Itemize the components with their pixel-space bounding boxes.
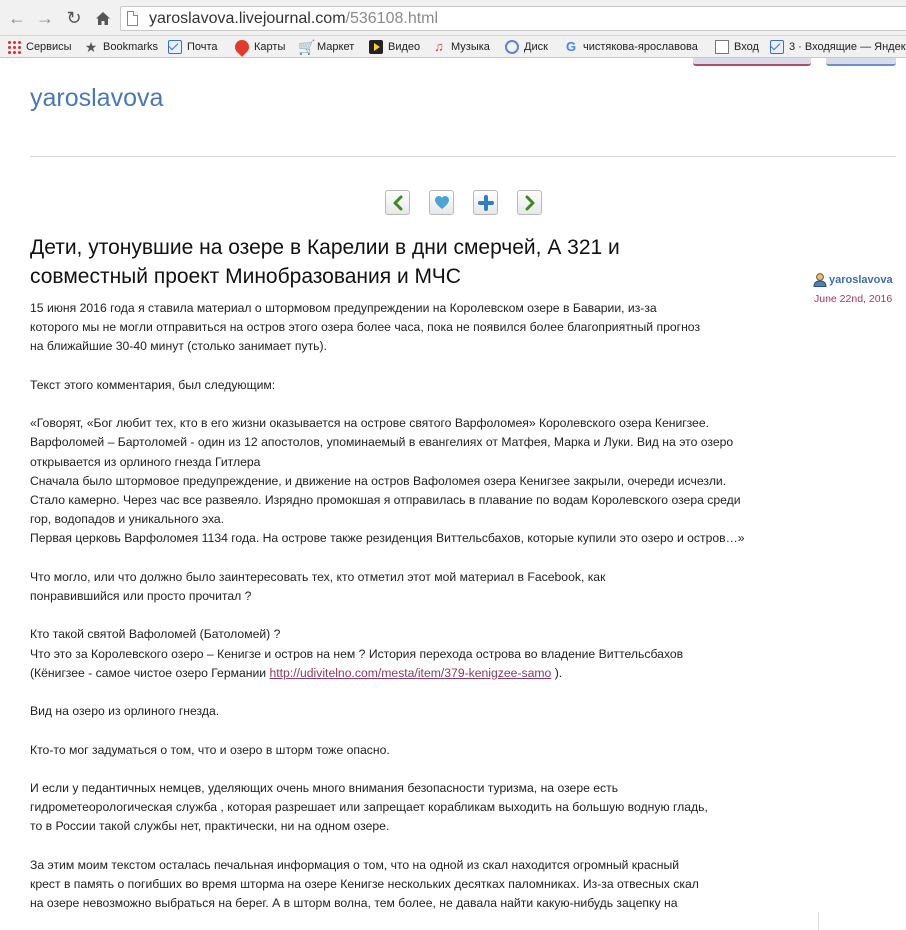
page-icon — [127, 11, 138, 26]
back-button[interactable] — [6, 7, 28, 29]
body-line: открывается из орлиного гнезда Гитлера — [30, 454, 261, 469]
bookmark-bookmarks[interactable]: ★ Bookmarks — [84, 39, 159, 55]
bookmark-market[interactable]: 🛒 Маркет — [298, 39, 355, 55]
body-line — [30, 606, 806, 625]
bookmark-login[interactable]: Вход — [715, 38, 759, 56]
chevron-right-icon — [523, 195, 537, 211]
bookmark-services[interactable]: Сервисы — [7, 38, 72, 56]
body-line: Что могло, или что должно было заинтересовать тех, кто отметил этот мой материал в Facebook, как — [30, 569, 606, 584]
map-pin-icon — [232, 37, 252, 57]
author-name[interactable]: yaroslavova — [829, 273, 893, 286]
disk-icon — [505, 40, 519, 54]
plus-icon — [478, 195, 494, 211]
body-line — [30, 721, 806, 740]
chevron-left-icon — [391, 195, 405, 211]
reload-button[interactable] — [63, 7, 85, 29]
add-friend-button[interactable] — [473, 190, 498, 215]
bookmarks-bar — [0, 36, 906, 58]
star-icon: ★ — [84, 39, 98, 55]
header-decoration — [826, 58, 896, 66]
body-line — [30, 549, 806, 568]
bookmark-music[interactable]: ♫ Музыка — [432, 38, 490, 56]
body-line — [30, 395, 806, 414]
forward-button[interactable] — [34, 7, 56, 29]
home-icon — [95, 11, 111, 26]
video-icon — [369, 40, 383, 54]
body-line — [30, 837, 806, 856]
body-line: Первая церковь Варфоломея 1134 года. На острове также резиденция Виттельсбахов, которые купили это озеро и остров…» — [30, 531, 745, 546]
body-line: Варфоломей – Бартоломей - один из 12 апостолов, упоминаемый в евангелиях от Матфея, Марка и Луки. Вид на это озеро — [30, 435, 734, 450]
bookmark-mail[interactable]: Почта — [168, 38, 218, 56]
bookmark-maps[interactable]: Карты — [233, 38, 285, 56]
user-icon — [813, 272, 827, 287]
mail-icon — [770, 40, 784, 54]
body-line: Кто-то мог задуматься о том, что и озеро в шторм тоже опасно. — [30, 742, 390, 757]
body-line: гидрометеорологическая служба , которая разрешает или запрещает корабликам выходить на большую водную гладь, — [30, 800, 708, 815]
body-line: которого мы не могли отправиться на остров этого озера более часа, пока не появился более благоприятный прогноз — [30, 320, 701, 335]
body-line: понравившийся или просто прочитал ? — [30, 589, 252, 604]
post-date: June 22nd, 2016 — [814, 293, 893, 305]
divider — [30, 156, 896, 157]
body-line: на ближайшие 30-40 минут (столько занимает путь). — [30, 339, 327, 354]
body-line: Стало камерно. Через час все развеяло. Изрядно промокшая я отправилась в плавание по водам Королевского озера среди — [30, 493, 741, 508]
browser-toolbar — [0, 0, 906, 36]
header-decoration — [693, 58, 811, 66]
post-body — [30, 299, 806, 914]
page-icon — [715, 40, 729, 54]
previous-entry-button[interactable] — [385, 190, 410, 215]
body-line-with-link: (Кёнигзее - самое чистое озеро Германии http://udivitelno.com/mesta/item/379-kenigzee-samo ). — [30, 665, 563, 680]
google-icon: G — [565, 39, 577, 54]
body-line — [30, 357, 806, 376]
bookmark-google-account[interactable]: G чистякова-ярославова — [565, 39, 698, 54]
arrow-right-icon: → — [36, 8, 54, 28]
external-link[interactable]: http://udivitelno.com/mesta/item/379-kenigzee-samo — [269, 665, 552, 680]
apps-icon — [7, 40, 21, 54]
body-line: гор, водопадов и уникального эха. — [30, 512, 225, 527]
body-line: крест в память о погибших во время шторма на озере Кенигзе нескольких десятках паломниках. Из-за отвесных скал — [30, 877, 699, 892]
post-title: Дети, утонувшие на озере в Карелии в дни смерчей, А 321 и совместный проект Минобразования и МЧС — [30, 236, 620, 288]
reload-icon: ↻ — [66, 8, 82, 28]
body-line: Что это за Королевского озеро – Кенигзе и остров на нем ? История перехода острова во владение Виттельсбахов — [30, 646, 684, 661]
bookmark-inbox[interactable]: 3 · Входящие — Яндек — [770, 38, 906, 56]
site-title[interactable]: yaroslavova — [30, 84, 164, 112]
bookmark-video[interactable]: Видео — [369, 38, 420, 56]
body-line — [30, 683, 806, 702]
cart-icon: 🛒 — [298, 39, 316, 55]
body-line: Вид на озеро из орлиного гнезда. — [30, 704, 220, 719]
next-entry-button[interactable] — [517, 190, 542, 215]
arrow-left-icon: ← — [8, 8, 26, 28]
body-line: на озере невозможно выбраться на берег. А в шторм волна, тем более, не давала найти какую-нибудь зацепку на — [30, 896, 678, 911]
bookmark-disk[interactable]: Диск — [505, 38, 548, 56]
body-line: то в России такой службы нет, практически, ни на одном озере. — [30, 819, 390, 834]
post-author[interactable] — [813, 272, 893, 287]
body-line: И если у педантичных немцев, уделяющих очень много внимания безопасности туризма, на озере есть — [30, 781, 619, 796]
music-icon: ♫ — [434, 39, 444, 54]
body-line: 15 июня 2016 года я ставила материал о штормовом предупреждении на Королевском озере в Баварии, из-за — [30, 301, 657, 315]
body-line: Сначала было штормовое предупреждение, и движение на остров Вафоломея озера Кенигзее закрыли, очереди исчезли. — [30, 473, 727, 488]
body-line: Кто такой святой Вафоломей (Батоломей) ? — [30, 627, 281, 642]
address-url: yaroslavova.livejournal.com/536108.html — [149, 10, 439, 27]
address-bar[interactable] — [120, 6, 906, 31]
heart-icon — [434, 195, 450, 210]
mail-icon — [168, 40, 182, 54]
add-to-memories-button[interactable] — [429, 190, 454, 215]
divider — [818, 912, 819, 930]
body-line: Текст этого комментария, был следующим: — [30, 377, 276, 392]
body-line — [30, 760, 806, 779]
body-line: «Говорят, «Бог любит тех, кто в его жизни оказывается на острове святого Варфоломея» Королевского озера Кенигзее. — [30, 416, 710, 431]
home-button[interactable] — [92, 7, 114, 29]
body-line: За этим моим текстом осталась печальная информация о том, что на одной из скал находится огромный красный — [30, 857, 680, 872]
